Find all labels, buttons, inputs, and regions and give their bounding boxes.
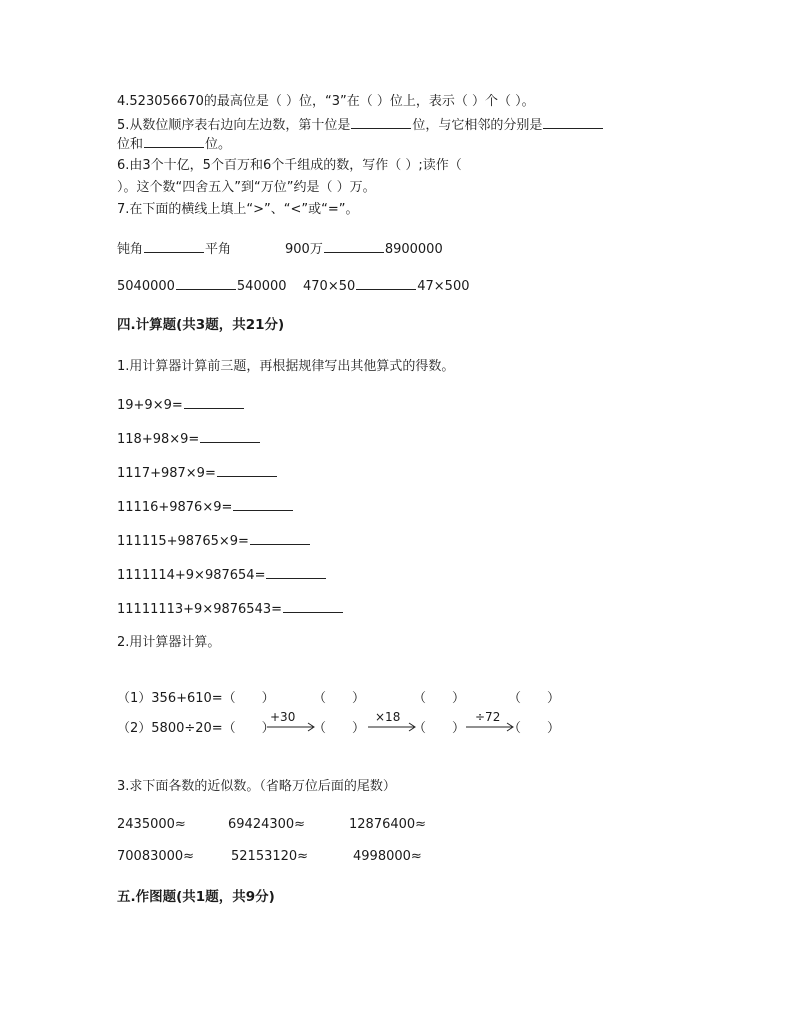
approx-item: 52153120≈	[231, 849, 309, 864]
answer-blank[interactable]	[184, 396, 244, 409]
answer-blank[interactable]	[351, 116, 411, 129]
compare-right: 8900000	[384, 242, 443, 257]
approx-item: 4998000≈	[353, 849, 422, 864]
answer-blank[interactable]	[233, 498, 293, 511]
equation: 11111113+9×9876543=	[117, 602, 283, 617]
compare-left: 900万	[285, 242, 323, 257]
calc-paren[interactable]: （ ）	[508, 721, 561, 736]
approx-item: 2435000≈	[117, 817, 186, 832]
compare-right: 540000	[236, 279, 287, 294]
calc-paren[interactable]: （ ）	[413, 691, 466, 706]
calc-paren[interactable]: （ ）	[313, 691, 366, 706]
compare-right: 平角	[205, 242, 232, 257]
answer-blank[interactable]	[144, 135, 204, 148]
op-label: ×18	[375, 710, 401, 724]
answer-blank[interactable]	[324, 240, 384, 253]
answer-blank[interactable]	[543, 116, 603, 129]
arrow-right-icon	[267, 722, 317, 732]
compare-row-2	[285, 240, 443, 259]
question-5-cont	[117, 135, 231, 154]
calc-paren[interactable]: （ ）	[508, 691, 561, 706]
arrow-right-icon	[368, 722, 418, 732]
equation-row	[117, 464, 278, 483]
compare-row-1	[117, 240, 231, 259]
approx-item: 70083000≈	[117, 849, 195, 864]
compare-row-4	[303, 277, 470, 296]
q1-prompt: 1.用计算器计算前三题，再根据规律写出其他算式的得数。	[117, 359, 455, 374]
compare-row-3	[117, 277, 287, 296]
question-6-line2: ）。这个数“四舍五入”到“万位”约是（ ）万。	[117, 180, 376, 195]
arrow-right-icon	[466, 722, 516, 732]
op-label: +30	[270, 710, 296, 724]
equation-row	[117, 600, 344, 619]
calc-row-1-label: （1）356+610=（ ）	[117, 691, 275, 706]
answer-blank[interactable]	[356, 277, 416, 290]
answer-blank[interactable]	[176, 277, 236, 290]
compare-left: 钝角	[117, 242, 144, 257]
equation-row	[117, 566, 327, 585]
q2-prompt: 2.用计算器计算。	[117, 635, 221, 650]
calc-paren[interactable]: （ ）	[413, 721, 466, 736]
q3-prompt: 3.求下面各数的近似数。（省略万位后面的尾数）	[117, 779, 396, 794]
question-4: 4.523056670的最高位是（ ）位，“3”在（ ）位上，表示（ ）个（ ）。	[117, 94, 535, 109]
answer-blank[interactable]	[250, 532, 310, 545]
equation-row	[117, 498, 294, 517]
calc-paren[interactable]: （ ）	[313, 721, 366, 736]
compare-left: 470×50	[303, 279, 356, 294]
section-4-title: 四.计算题(共3题，共21分)	[117, 317, 285, 333]
equation: 1117+987×9=	[117, 466, 216, 481]
answer-blank[interactable]	[283, 600, 343, 613]
equation: 19+9×9=	[117, 398, 183, 413]
q5-text-d: 位。	[205, 137, 232, 152]
q5-text-c: 位和	[117, 137, 144, 152]
equation: 1111114+9×987654=	[117, 568, 266, 583]
equation-row	[117, 430, 261, 449]
answer-blank[interactable]	[266, 566, 326, 579]
q5-text-b: 位，与它相邻的分别是	[412, 118, 543, 133]
approx-item: 69424300≈	[228, 817, 306, 832]
calc-row-2-label: （2）5800÷20=（ ）	[117, 721, 275, 736]
compare-right: 47×500	[417, 279, 470, 294]
question-5	[117, 116, 604, 135]
compare-left: 5040000	[117, 279, 175, 294]
approx-item: 12876400≈	[349, 817, 427, 832]
section-5-title: 五.作图题(共1题，共9分)	[117, 889, 275, 905]
equation: 111115+98765×9=	[117, 534, 249, 549]
answer-blank[interactable]	[217, 464, 277, 477]
equation: 118+98×9=	[117, 432, 200, 447]
question-6-line1: 6.由3个十亿，5个百万和6个千组成的数，写作（ ）;读作（	[117, 158, 462, 173]
op-label: ÷72	[475, 710, 501, 724]
equation-row	[117, 396, 245, 415]
question-7: 7.在下面的横线上填上“>”、“<”或“=”。	[117, 202, 359, 217]
q5-text-a: 5.从数位顺序表右边向左边数，第十位是	[117, 118, 351, 133]
equation: 11116+9876×9=	[117, 500, 233, 515]
equation-row	[117, 532, 311, 551]
answer-blank[interactable]	[144, 240, 204, 253]
answer-blank[interactable]	[200, 430, 260, 443]
